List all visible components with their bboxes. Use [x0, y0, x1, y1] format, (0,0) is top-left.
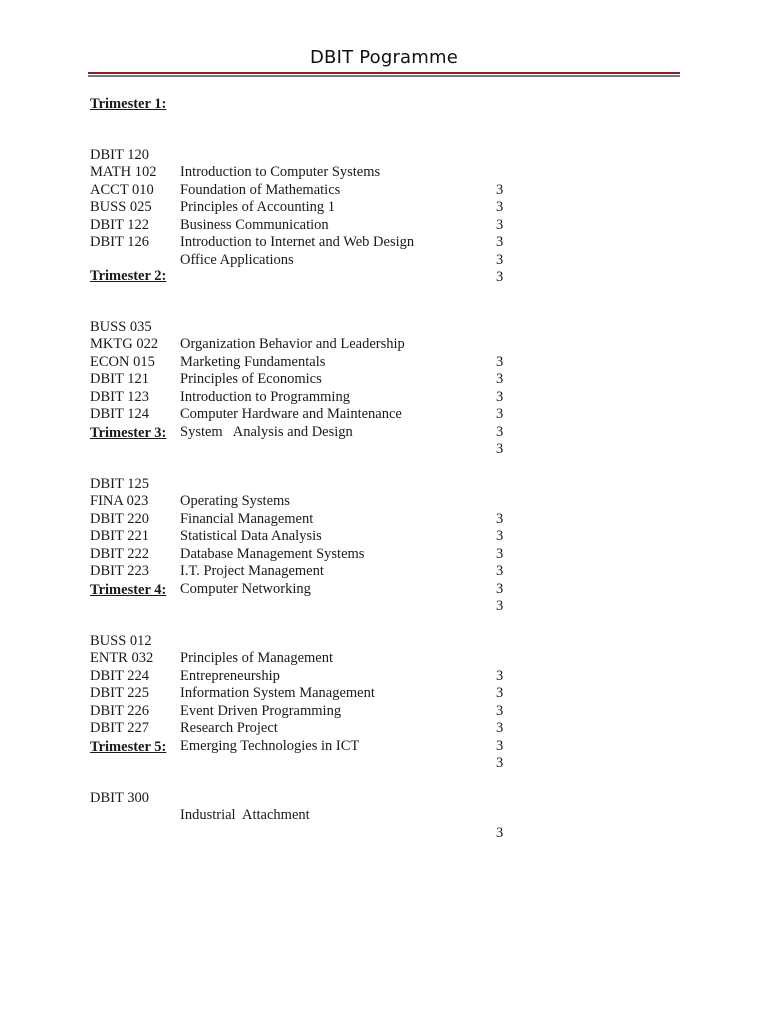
- title-divider-gray-line: [88, 75, 680, 77]
- course-title: Emerging Technologies in ICT: [180, 737, 360, 754]
- course-code: DBIT 226: [90, 702, 149, 719]
- course-credits: 3: [496, 441, 504, 457]
- course-row: [90, 772, 530, 841]
- course-code: DBIT 125: [90, 475, 149, 492]
- course-credits: 3: [496, 685, 504, 701]
- course-code: DBIT 123: [90, 388, 149, 405]
- course-code: ENTR 032: [90, 650, 154, 666]
- course-title: System Analysis and Design: [180, 423, 353, 440]
- course-code: MKTG 022: [90, 336, 159, 352]
- course-code: DBIT 124: [90, 406, 149, 422]
- course-title: Principles of Accounting 1: [180, 199, 336, 215]
- trimester-heading: Trimester 1:: [90, 96, 167, 112]
- course-title: Principles of Economics: [180, 371, 322, 387]
- course-title: Information System Management: [180, 685, 375, 701]
- course-credits: 3: [496, 353, 504, 370]
- course-title: Computer Networking: [180, 580, 311, 597]
- course-code: BUSS 025: [90, 199, 152, 215]
- course-credits: 3: [496, 528, 504, 544]
- course-list: [90, 772, 530, 841]
- course-title: Database Management Systems: [180, 545, 365, 562]
- page-title: DBIT Pogramme: [309, 47, 459, 68]
- course-code: ECON 015: [90, 353, 155, 370]
- course-credits: 3: [496, 720, 504, 736]
- course-code: DBIT 122: [90, 216, 149, 233]
- course-code: DBIT 227: [90, 720, 149, 736]
- course-code: DBIT 223: [90, 563, 149, 579]
- course-code: DBIT 121: [90, 371, 149, 387]
- title-divider-red-line: [88, 72, 680, 74]
- trimester-heading: Trimester 3:: [90, 425, 167, 441]
- course-credits: 3: [496, 702, 504, 719]
- course-credits: 3: [496, 199, 504, 215]
- course-credits: 3: [496, 563, 504, 579]
- course-title: Introduction to Computer Systems: [180, 164, 381, 180]
- course-title: Statistical Data Analysis: [180, 528, 322, 544]
- course-title: Foundation of Mathematics: [180, 181, 341, 198]
- course-code: DBIT 222: [90, 545, 149, 562]
- trimester-section: [90, 739, 530, 841]
- course-title: Organization Behavior and Leadership: [180, 336, 405, 352]
- course-title: Industrial Attachment: [180, 807, 310, 823]
- course-title: Research Project: [180, 720, 278, 736]
- course-credits: 3: [496, 423, 504, 440]
- course-credits: 3: [496, 234, 504, 250]
- course-credits: 3: [496, 824, 504, 841]
- course-credits: 3: [496, 388, 504, 405]
- course-code: DBIT 225: [90, 685, 149, 701]
- trimester-heading: Trimester 2:: [90, 268, 167, 284]
- course-title: Marketing Fundamentals: [180, 353, 326, 370]
- title-divider: [88, 72, 680, 77]
- course-title: Principles of Management: [180, 650, 334, 666]
- course-credits: 3: [496, 755, 504, 771]
- course-title: Introduction to Programming: [180, 388, 350, 405]
- course-code: DBIT 224: [90, 667, 149, 684]
- course-title: Financial Management: [180, 510, 314, 527]
- course-credits: 3: [496, 545, 504, 562]
- course-credits: 3: [496, 667, 504, 684]
- course-code: DBIT 120: [90, 146, 149, 163]
- course-code: DBIT 220: [90, 510, 149, 527]
- course-code: ACCT 010: [90, 181, 154, 198]
- course-title: Event Driven Programming: [180, 702, 342, 719]
- course-code: BUSS 012: [90, 632, 152, 649]
- course-code: MATH 102: [90, 164, 157, 180]
- course-credits: 3: [496, 269, 504, 285]
- course-code: BUSS 035: [90, 318, 152, 335]
- course-credits: 3: [496, 216, 504, 233]
- course-credits: 3: [496, 406, 504, 422]
- course-code: DBIT 300: [90, 789, 149, 806]
- course-title: Business Communication: [180, 216, 329, 233]
- course-credits: 3: [496, 510, 504, 527]
- course-title: Introduction to Internet and Web Design: [180, 234, 415, 250]
- course-title: Office Applications: [180, 251, 294, 268]
- course-code: DBIT 221: [90, 528, 149, 544]
- course-credits: 3: [496, 251, 504, 268]
- course-title: Entrepreneurship: [180, 667, 280, 684]
- course-credits: 3: [496, 737, 504, 754]
- course-code: DBIT 126: [90, 234, 149, 250]
- course-title: I.T. Project Management: [180, 563, 324, 579]
- course-code: FINA 023: [90, 493, 149, 509]
- course-credits: 3: [496, 181, 504, 198]
- trimester-heading: Trimester 5:: [90, 739, 167, 755]
- course-credits: 3: [496, 598, 504, 614]
- course-title: Computer Hardware and Maintenance: [180, 406, 402, 422]
- trimester-heading: Trimester 4:: [90, 582, 167, 598]
- course-credits: 3: [496, 371, 504, 387]
- course-title: Operating Systems: [180, 493, 290, 509]
- course-credits: 3: [496, 580, 504, 597]
